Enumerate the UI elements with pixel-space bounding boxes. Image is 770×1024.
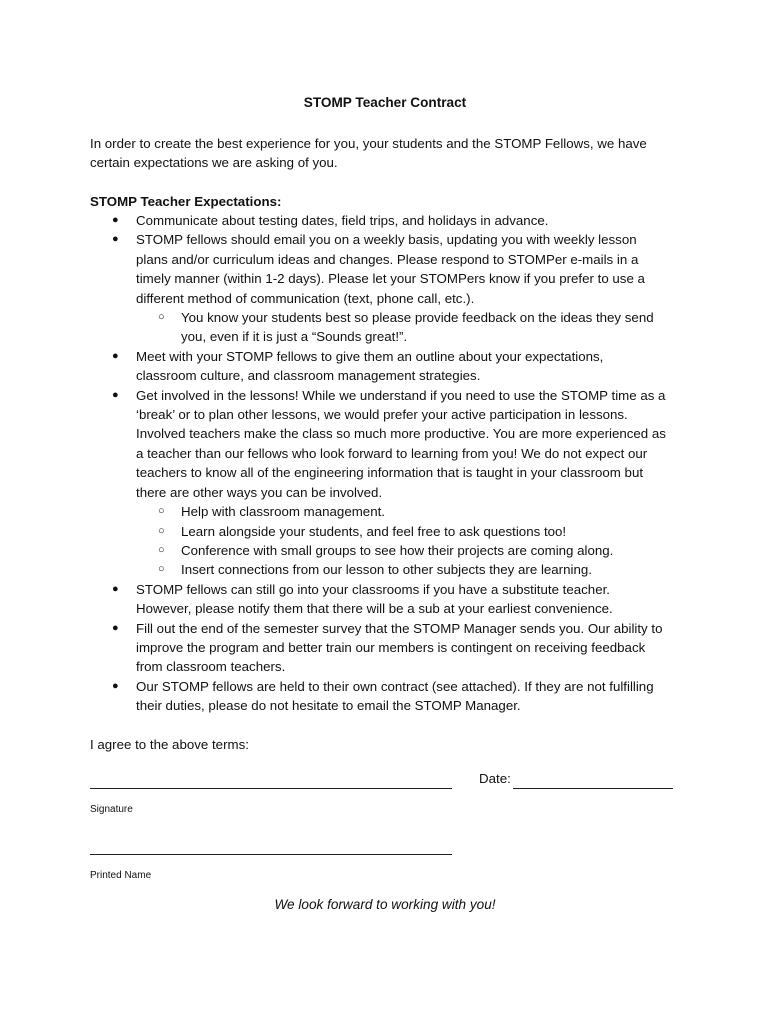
expectation-subitem-text: Conference with small groups to see how their projects are coming along.	[181, 542, 614, 558]
printed-name-label: Printed Name	[90, 870, 152, 881]
expectation-subitem	[136, 522, 681, 541]
expectation-item	[90, 677, 666, 716]
bullet-icon: ●	[112, 233, 119, 246]
expectation-text: Fill out the end of the semester survey that the STOMP Manager sends you. Our ability to improve the program and better train our members is contingent on receiving feedback from classroom teachers.	[136, 620, 663, 675]
expectation-text: Our STOMP fellows are held to their own contract (see attached). If they are not fulfilling their duties, please do not hesitate to email the STOMP Manager.	[136, 678, 654, 714]
expectation-sublist	[136, 502, 666, 580]
expectation-subitem	[136, 502, 681, 521]
expectation-item	[90, 347, 666, 386]
expectation-text: Get involved in the lessons! While we understand if you need to use the STOMP time as a ‘break’ or to plan other lessons, we would prefer your active participation in lessons. Involved teachers make the class so much more productive. You are more experienced as a teacher than our fellows who look forward to learning from you! We do not expect our teachers to know all of the engineering information that is taught in your classroom but there are other ways you can be involved.	[136, 387, 666, 500]
sub-bullet-icon: ○	[158, 524, 165, 537]
closing-message: We look forward to working with you!	[274, 897, 496, 912]
printed-name-line[interactable]	[90, 836, 452, 855]
bullet-icon: ●	[112, 349, 119, 362]
expectation-item	[90, 211, 666, 230]
date-label: Date:	[479, 771, 511, 786]
bullet-icon: ●	[112, 621, 119, 634]
bullet-icon: ●	[112, 388, 119, 401]
expectation-subitem-text: You know your students best so please provide feedback on the ideas they send you, even if it is just a “Sounds great!”.	[181, 310, 654, 345]
document-title: STOMP Teacher Contract	[303, 95, 467, 110]
expectations-list	[90, 211, 690, 716]
expectation-subitem	[136, 308, 681, 347]
expectation-subitem	[136, 560, 681, 579]
sub-bullet-icon: ○	[158, 505, 165, 518]
expectation-subitem	[136, 541, 681, 560]
expectation-text: Communicate about testing dates, field trips, and holidays in advance.	[136, 213, 549, 228]
sub-bullet-icon: ○	[158, 311, 165, 324]
expectation-subitem-text: Help with classroom management.	[181, 504, 385, 520]
expectation-subitem-text: Learn alongside your students, and feel free to ask questions too!	[181, 523, 567, 539]
signature-label: Signature	[90, 804, 133, 815]
expectation-item	[90, 619, 666, 677]
expectation-text: Meet with your STOMP fellows to give them an outline about your expectations, classroom culture, and classroom management strategies.	[136, 348, 604, 384]
expectation-text: STOMP fellows can still go into your classrooms if you have a substitute teacher. However, please notify them that there will be a sub at your earliest convenience.	[136, 581, 613, 617]
expectation-subitem-text: Insert connections from our lesson to other subjects they are learning.	[181, 562, 592, 578]
signature-line[interactable]	[90, 770, 452, 789]
bullet-icon: ●	[112, 679, 119, 692]
expectation-item	[90, 230, 666, 346]
expectation-item	[90, 386, 666, 580]
bullet-icon: ●	[112, 582, 119, 595]
agree-statement: I agree to the above terms:	[90, 737, 249, 752]
expectation-sublist	[136, 308, 666, 347]
sub-bullet-icon: ○	[158, 563, 165, 576]
bullet-icon: ●	[112, 214, 119, 226]
expectations-heading: STOMP Teacher Expectations:	[90, 194, 282, 209]
date-line[interactable]	[513, 770, 673, 789]
expectation-item	[90, 580, 666, 619]
intro-paragraph: In order to create the best experience for you, your students and the STOMP Fellows, we have certain expectations we are asking of you.	[90, 136, 647, 171]
sub-bullet-icon: ○	[158, 543, 165, 556]
expectation-text: STOMP fellows should email you on a weekly basis, updating you with weekly lesson plans and/or curriculum ideas and changes. Please respond to STOMPer e-mails in a timely manner (within 1-2 days). Please let your STOMPers know if you prefer to use a different method of communication (text, phone call, etc.).	[136, 232, 645, 306]
